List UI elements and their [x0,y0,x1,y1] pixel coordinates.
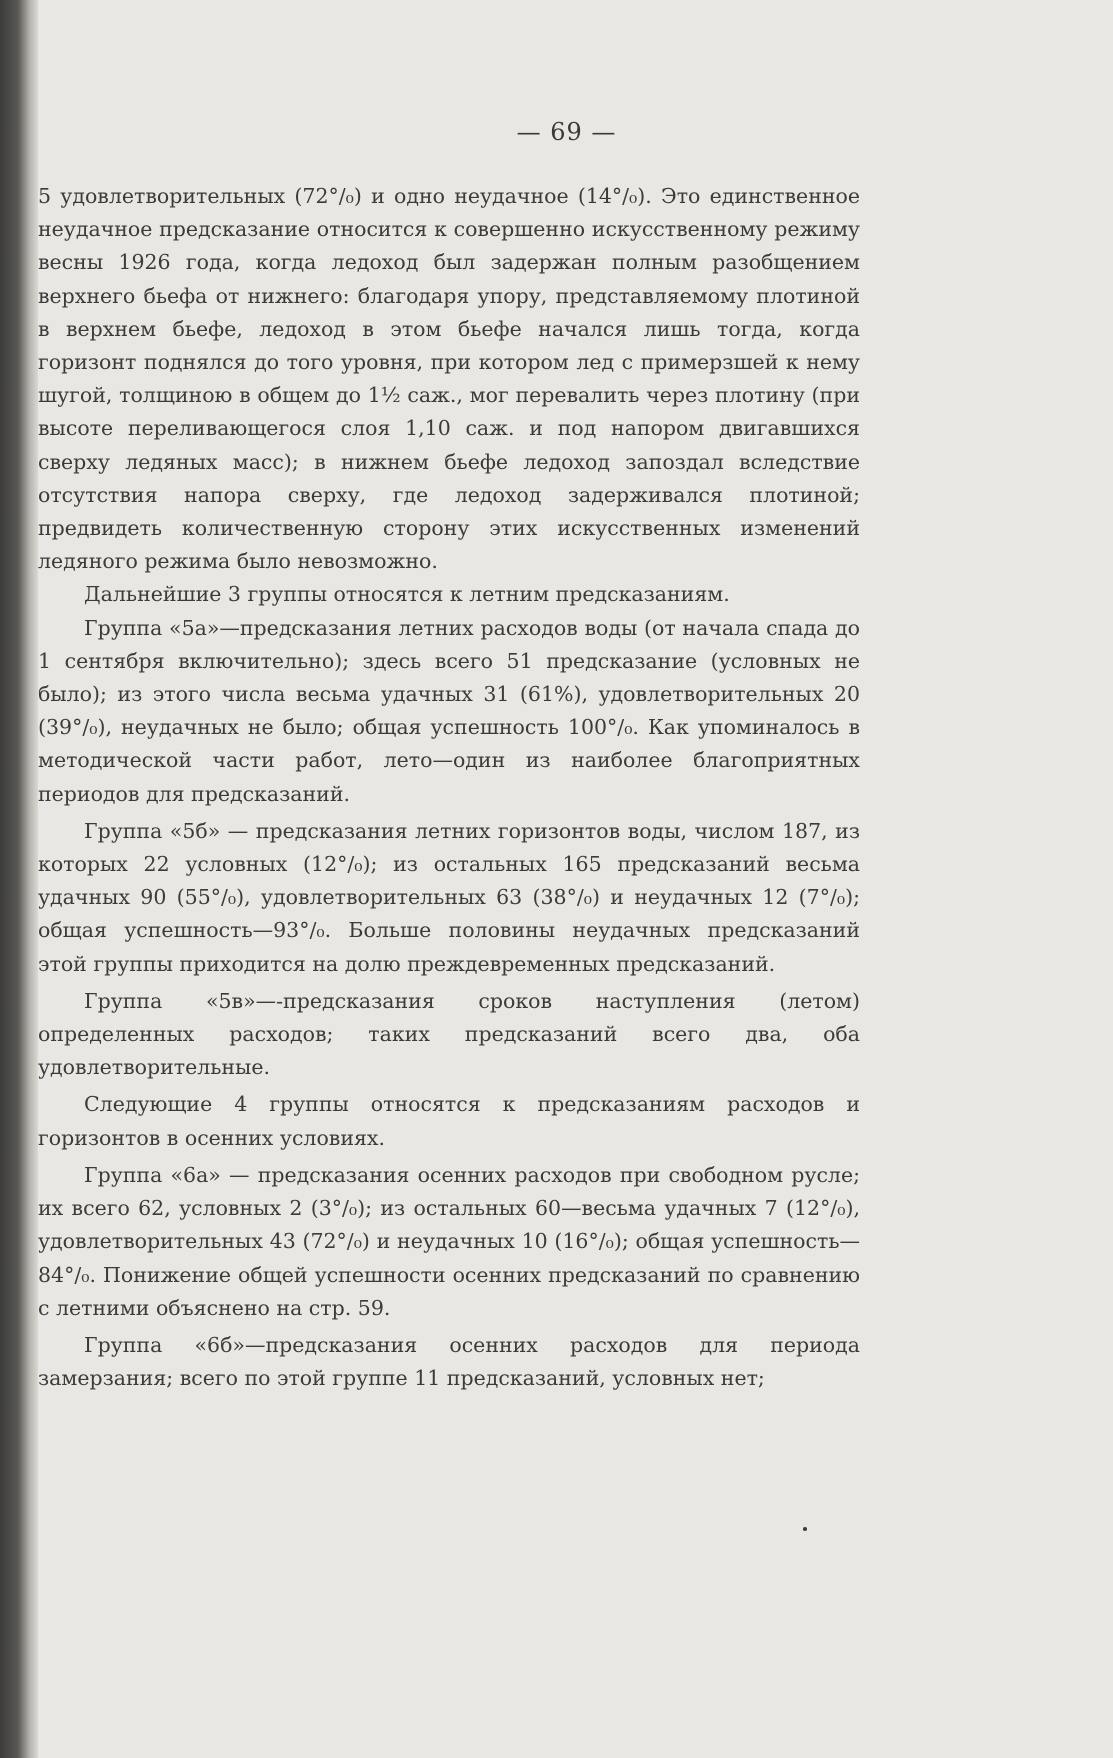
paragraph-group-5v: Группа «5в»—-предсказания сроков наступления (летом) определенных расходов; таких предсказаний всего два, оба удовлетворительные. [38,988,860,1080]
page-binding-shadow [0,0,38,1758]
page-number: — 69 — [516,118,617,146]
page-body [38,180,860,1395]
ink-speck [803,1527,807,1531]
paragraph-autumn-intro: Следующие 4 группы относятся к предсказаниям расходов и горизонтов в осенних условиях. [38,1092,860,1150]
paragraph-summer-intro: Дальнейшие 3 группы относятся к летним предсказаниям. [84,582,730,607]
paragraph-group-6a: Группа «6а» — предсказания осенних расходов при свободном русле; их всего 62, условных 2 (3°/₀); из остальных 60—весьма удачных 7 (12°/₀), удовлетворительных 43 (72°/₀) и неудачных 10 (16°/₀); общая успешность—84°/₀. Понижение общей успешности осенних предсказаний по сравнению с летними объяснено на стр. 59. [38,1162,860,1320]
paragraph-continuation: 5 удовлетворительных (72°/₀) и одно неудачное (14°/₀). Это единственное неудачное предсказание относится к совершенно искусственному режиму весны 1926 года, когда ледоход был задержан полным разобщением верхнего бьефа от нижнего: благодаря упору, представляемому плотиной в верхнем бьефе, ледоход в этом бьефе начался лишь тогда, когда горизонт поднялся до того уровня, при котором лед с примерзшей к нему шугой, толщиною в общем до 1½ саж., мог перевалить через плотину (при высоте переливающегося слоя 1,10 саж. и под напором двигавшихся сверху ледяных масс); в нижнем бьефе ледоход запоздал вследствие отсутствия напора сверху, где ледоход задерживался плотиной; предвидеть количественную сторону этих искусственных изменений ледяного режима было невозможно. [38,184,860,574]
paragraph-group-5a: Группа «5а»—предсказания летних расходов воды (от начала спада до 1 сентября включительно); здесь всего 51 предсказание (условных не было); из этого числа весьма удачных 31 (61%), удовлетворительных 20 (39°/₀), неудачных не было; общая успешность 100°/₀. Как упоминалось в методической части работ, лето—один из наиболее благоприятных периодов для предсказаний. [38,615,860,806]
paragraph-group-6b: Группа «6б»—предсказания осенних расходов для периода замерзания; всего по этой группе 11 предсказаний, условных нет; [38,1332,860,1391]
paragraph-group-5b: Группа «5б» — предсказания летних горизонтов воды, числом 187, из которых 22 условных (12°/₀); из остальных 165 предсказаний весьма удачных 90 (55°/₀), удовлетворительных 63 (38°/₀) и неудачных 12 (7°/₀); общая успешность—93°/₀. Больше половины неудачных предсказаний этой группы приходится на долю преждевременных предсказаний. [38,818,860,976]
